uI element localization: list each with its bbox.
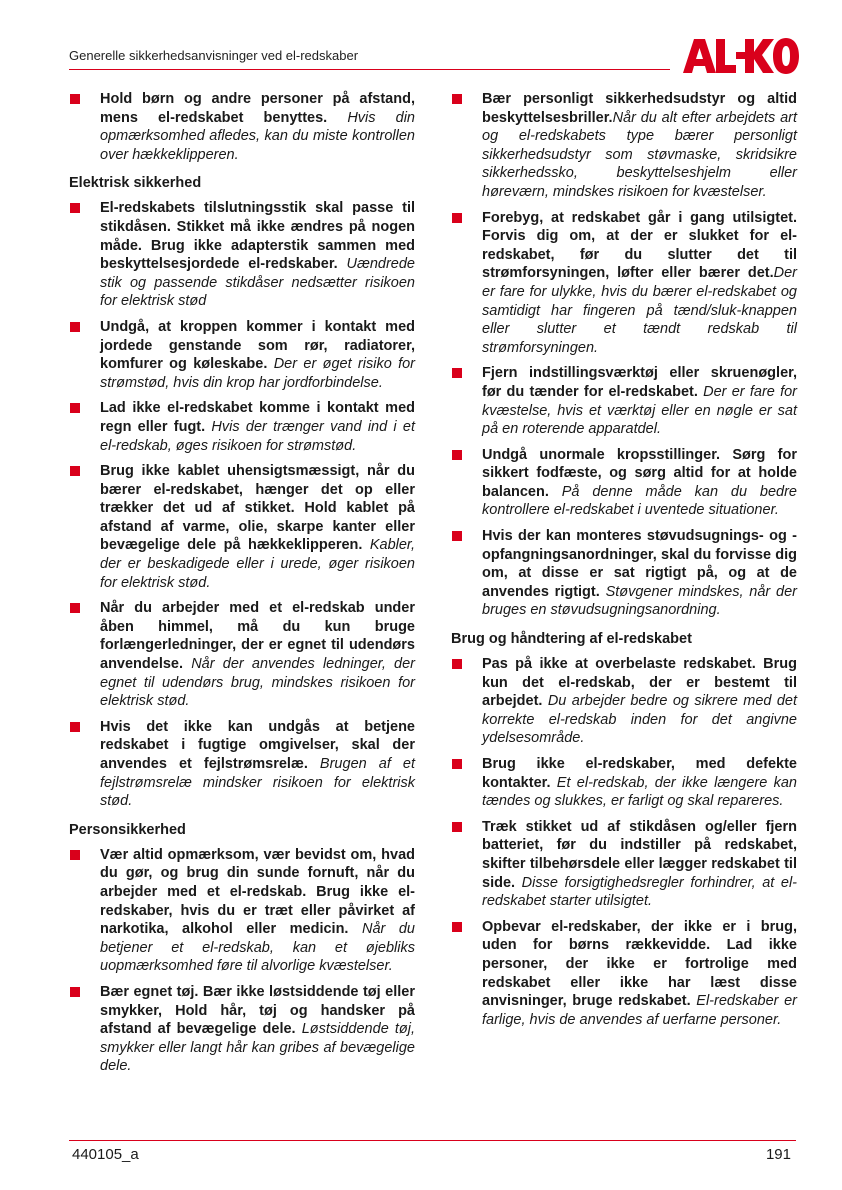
document-code: 440105_a (72, 1146, 139, 1163)
list-item: Opbevar el-redskaber, der ikke er i brug, uden for børns rækkevidde. Lad ikke personer, der ikke er fortrolige med redskabet eller ikke har læst disse anvisninger, bruge redskabet. El-redskaber er farlige, hvis de anvendes af uerfarne personer. (451, 918, 797, 1030)
list-item: Fjern indstillingsværktøj eller skruenøgler, før du tænder for el-redskabet. Der er fare for kvæstelse, hvis et værktøj eller en nøgle er sat på en roterende apparatdel. (451, 364, 797, 438)
page-header-title: Generelle sikkerhedsanvisninger ved el-redskaber (69, 48, 359, 63)
bullet-square (452, 94, 462, 104)
section-heading-personal-safety: Personsikkerhed (69, 821, 186, 838)
bullet-square (70, 722, 80, 732)
list-item: Bær personligt sikkerhedsudstyr og altid beskyttelsesbriller.Når du alt efter arbejdets art og el-redskabets type bærer personligt sikkerhedsudstyr som støvmaske, skridsikre sikkerhedssko, beskyttelseshjelm eller høreværn, mindskes risikoen for kvæstelser. (451, 90, 797, 202)
bullet-square (70, 322, 80, 332)
bullet-square (70, 403, 80, 413)
bullet-square (452, 531, 462, 541)
list-item: Hvis der kan monteres støvudsugnings- og -opfangningsanordninger, skal du forvisse dig om, at disse er sat rigtigt på, og at de anvendes rigtigt. Støvgener mindskes, når der bruges en støvudsugningsanordning. (451, 527, 797, 620)
bullet-square (452, 759, 462, 769)
list-item: Vær altid opmærksom, vær bevidst om, hvad du gør, og brug din sunde fornuft, når du arbejder med et el-redskab. Brug ikke el-redskaber, hvis du er træt eller påvirket af narkotika, alkohol eller medicin. Når du betjener et el-redskab, kan et øjebliks uopmærksomhed føre til alvorlige kvæstelser. (69, 846, 415, 976)
bullet-square (452, 822, 462, 832)
section-heading-electrical: Elektrisk sikkerhed (69, 175, 202, 192)
list-item: Bær egnet tøj. Bær ikke løstsiddende tøj eller smykker, Hold hår, tøj og handsker på afstand af bevægelige dele. Løstsiddende tøj, smykker eller langt hår kan gribes af bevægelige dele. (69, 983, 415, 1076)
list-item: Forebyg, at redskabet går i gang utilsigtet. Forvis dig om, at der er slukket for el-redskabet, før du slutter det til strømforsyningen, løfter eller bærer det.Der er fare for ulykke, hvis du bærer el-redskabet og samtidigt har fingeren på tænd/sluk-knappen eller slutter et tændt redskab til strømforsyningen. (451, 209, 797, 358)
list-item: Brug ikke el-redskaber, med defekte kontakter. Et el-redskab, der ikke længere kan tændes og slukkes, er farligt og skal repareres. (451, 755, 797, 811)
list-item: Når du arbejder med et el-redskab under åben himmel, må du kun bruge forlængerledninger, der er egnet til udendørs anvendelse. Når der anvendes ledninger, der egnet til udendørs brug, mindskes risikoen for elektrisk stød. (69, 599, 415, 711)
section-heading-use-and-handling: Brug og håndtering af el-redskabet (451, 631, 692, 648)
right-column (451, 90, 797, 1036)
bullet-square (70, 850, 80, 860)
list-item: Undgå, at kroppen kommer i kontakt med jordede genstande som rør, radiatorer, komfurer og køleskabe. Der er øget risiko for strømstød, hvis din krop har jordforbindelse. (69, 318, 415, 392)
list-item: Hvis det ikke kan undgås at betjene redskabet i fugtige omgivelser, skal der anvendes et fejlstrømsrelæ. Brugen af et fejlstrømsrelæ mindsker risikoen for elektrisk stød. (69, 718, 415, 811)
list-item: El-redskabets tilslutningsstik skal passe til stikdåsen. Stikket må ikke ændres på nogen måde. Brug ikke adapterstik sammen med beskyttelsesjordede el-redskaber. Uændrede stik og passende stikdåser nedsætter risikoen for elektrisk stød (69, 199, 415, 311)
page-number: 191 (765, 1146, 791, 1163)
header-divider (69, 69, 670, 70)
bullet-square (452, 450, 462, 460)
list-item: Pas på ikke at overbelaste redskabet. Brug kun det el-redskab, der er bestemt til arbejdet. Du arbejder bedre og sikrere med det korrekte el-redskab inden for det angivne ydelsesområde. (451, 655, 797, 748)
list-item: Hold børn og andre personer på afstand, mens el-redskabet benyttes. Hvis din opmærksomhed afledes, kan du miste kontrollen over hækkeklipperen. (69, 90, 415, 164)
alko-logo (683, 38, 799, 74)
footer-divider (69, 1140, 796, 1141)
list-item: Træk stikket ud af stikdåsen og/eller fjern batteriet, før du indstiller på redskabet, skifter tilbehørsdele eller lægger redskabet til side. Disse forsigtighedsregler forhindrer, at el-redskabet starter utilsigtet. (451, 818, 797, 911)
list-item: Undgå unormale kropsstillinger. Sørg for sikkert fodfæste, og sørg altid for at holde balancen. På denne måde kan du bedre kontrollere el-redskabet i uventede situationer. (451, 446, 797, 520)
bullet-square (452, 922, 462, 932)
bullet-square (70, 603, 80, 613)
bullet-square (70, 466, 80, 476)
bullet-square (70, 987, 80, 997)
list-item: Lad ikke el-redskabet komme i kontakt med regn eller fugt. Hvis der trænger vand ind i et el-redskab, øges risikoen for strømstød. (69, 399, 415, 455)
bullet-square (452, 368, 462, 378)
bullet-square (452, 659, 462, 669)
left-column (69, 90, 415, 1083)
list-item: Brug ikke kablet uhensigtsmæssigt, når du bærer el-redskabet, hænger det op eller trækker det ud af stikket. Hold kablet på afstand af varme, olie, skarpe kanter eller bevægelige dele på hækkeklipperen. Kabler, der er beskadigede eller i urede, øger risikoen for elektrisk stød. (69, 462, 415, 592)
bullet-square (452, 213, 462, 223)
bullet-square (70, 203, 80, 213)
bullet-square (70, 94, 80, 104)
